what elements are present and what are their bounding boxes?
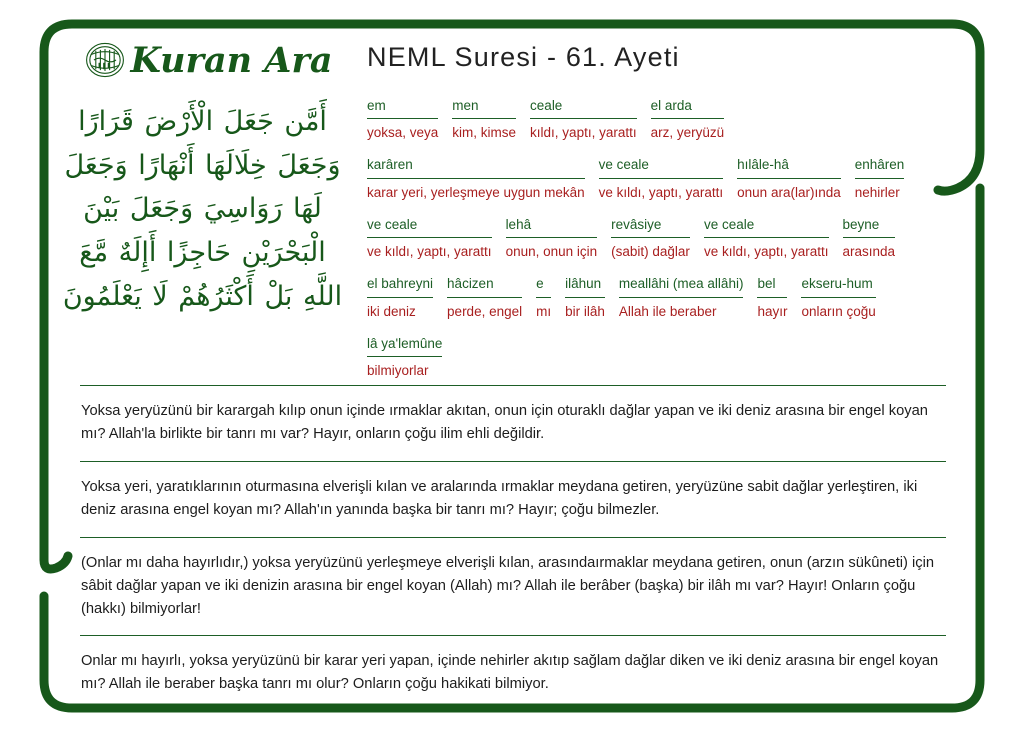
word-meaning: perde, engel (447, 303, 523, 319)
word-transliteration: ekseru-hum (801, 275, 875, 297)
translation-text: (Onlar mı daha hayırlıdır,) yoksa yeryüzünü yerleşmeye elverişli kılan, arasındaırmaklar meydana getiren, onun (arzın sükûneti) için sâbit dağlar yapan ve iki denizin arasına bir engel koyan (Allah) mı? Allah ile berâber (başka) bir ilâh mı var? Hayır! Onların çoğu (hakkı) bilmiyorlar! (81, 554, 935, 617)
word-cell[interactable] (367, 216, 492, 262)
word-transliteration: bel (757, 275, 787, 297)
word-meaning: Allah ile beraber (618, 303, 717, 319)
word-grid-row (367, 216, 964, 262)
word-transliteration: ve ceale (599, 156, 724, 178)
word-grid-row (367, 275, 964, 321)
arabic-line: اللَّهِ بَلْ أَكْثَرُهُمْ لَا يَعْلَمُونَ (62, 280, 343, 312)
arabic-line: أَمَّن جَعَلَ الْأَرْضَ قَرَارًا (78, 106, 327, 137)
translation-text: Onlar mı hayırlı, yoksa yeryüzünü bir karar yeri yapan, içinde nehirler akıtıp sağlam dağlar diken ve iki deniz arasına bir engel koyan mı? Allah ile beraber başka tanrı mı olur? Onların çoğu hakikati bilmiyor. (81, 653, 939, 693)
page-title: NEML Suresi - 61. Ayeti (367, 42, 680, 72)
word-cell[interactable] (367, 275, 433, 321)
word-grid-row (367, 156, 964, 202)
word-meaning: onun, onun için (505, 244, 598, 260)
word-meaning: ve kıldı, yaptı, yarattı (598, 184, 724, 200)
word-transliteration: hâcizen (447, 275, 522, 297)
word-cell[interactable] (530, 97, 637, 143)
word-meaning: kıldı, yaptı, yarattı (530, 125, 637, 141)
word-meaning: onun ara(lar)ında (737, 184, 841, 200)
word-meaning: bir ilâh (565, 303, 605, 319)
word-transliteration: el arda (651, 97, 725, 119)
word-cell[interactable] (599, 156, 724, 202)
word-cell[interactable] (367, 156, 585, 202)
top-area (60, 28, 964, 394)
word-transliteration: ve ceale (367, 216, 492, 238)
site-logo[interactable] (60, 34, 345, 86)
word-meaning: ve kıldı, yaptı, yarattı (367, 244, 492, 260)
word-cell[interactable] (611, 216, 690, 262)
word-transliteration: e (536, 275, 551, 297)
word-transliteration: ceale (530, 97, 637, 119)
word-meaning: iki deniz (367, 303, 416, 319)
word-cell[interactable] (737, 156, 841, 202)
word-cell[interactable] (704, 216, 829, 262)
word-cell[interactable] (367, 335, 442, 381)
word-cell[interactable] (855, 156, 905, 202)
word-grid-row (367, 97, 964, 143)
word-transliteration: hılâle-hâ (737, 156, 841, 178)
word-meaning: arz, yeryüzü (650, 125, 725, 141)
arabic-line: الْبَحْرَيْنِ حَاجِزًا أَإِلَهٌ مَّعَ (79, 237, 326, 269)
word-meaning: mı (536, 303, 552, 319)
word-transliteration: enhâren (855, 156, 905, 178)
arabic-line: لَهَا رَوَاسِيَ وَجَعَلَ بَيْنَ (83, 193, 322, 225)
word-cell[interactable] (565, 275, 605, 321)
word-transliteration: revâsiye (611, 216, 690, 238)
word-meaning: hayır (757, 303, 788, 319)
word-transliteration: lehâ (506, 216, 598, 238)
word-cell[interactable] (536, 275, 551, 321)
word-transliteration: beyne (843, 216, 896, 238)
translation-text: Yoksa yeri, yaratıklarının oturmasına elverişli kılan ve aralarında ırmaklar meydana getiren, yeryüzüne sabit dağlar yerleştiren, iki deniz arasına engel koyan mı? Allah'ın yanında başka bir tanrı mı? Hayır; çoğu bilmezler. (81, 478, 918, 518)
word-transliteration: ve ceale (704, 216, 829, 238)
word-transliteration: lâ ya'lemûne (367, 335, 442, 357)
word-cell[interactable] (757, 275, 787, 321)
arabic-verse (60, 92, 345, 319)
word-cell[interactable] (843, 216, 896, 262)
word-meaning: nehirler (854, 184, 900, 200)
word-cell[interactable] (447, 275, 522, 321)
word-transliteration: em (367, 97, 438, 119)
word-meaning: kim, kimse (452, 125, 517, 141)
word-transliteration: ilâhun (565, 275, 605, 297)
word-transliteration: el bahreyni (367, 275, 433, 297)
word-transliteration: meallâhi (mea allâhi) (619, 275, 744, 297)
right-column (345, 28, 964, 394)
word-transliteration: karâren (367, 156, 585, 178)
word-transliteration: men (452, 97, 516, 119)
word-meaning: arasında (842, 244, 896, 260)
word-meaning: karar yeri, yerleşmeye uygun mekân (367, 184, 585, 200)
translation-text: Yoksa yeryüzünü bir karargah kılıp onun içinde ırmaklar akıtan, onun için oturaklı dağlar yapan ve iki deniz arasına bir engel koyan mı? Allah'la birlikte bir tanrı mı var? Hayır, onların çoğu ilim ehli değildir. (81, 403, 928, 442)
word-meaning: onların çoğu (801, 303, 876, 319)
word-meaning: (sabit) dağlar (611, 244, 690, 260)
arabic-line: وَجَعَلَ خِلَالَهَا أَنْهَارًا وَجَعَلَ (64, 149, 341, 181)
word-cell[interactable] (506, 216, 598, 262)
left-column (60, 28, 345, 319)
quran-calligraphy-icon (82, 37, 128, 83)
word-meaning: yoksa, veya (367, 125, 439, 141)
word-meaning: ve kıldı, yaptı, yarattı (703, 244, 829, 260)
word-meaning: bilmiyorlar (367, 362, 429, 378)
word-cell[interactable] (367, 97, 438, 143)
site-logo-text: Kuran Ara (130, 39, 333, 81)
translations-list (80, 385, 946, 711)
word-grid-row (367, 335, 964, 381)
word-cell[interactable] (651, 97, 725, 143)
word-by-word-grid (367, 97, 964, 394)
word-cell[interactable] (619, 275, 744, 321)
word-cell[interactable] (801, 275, 875, 321)
word-cell[interactable] (452, 97, 516, 143)
